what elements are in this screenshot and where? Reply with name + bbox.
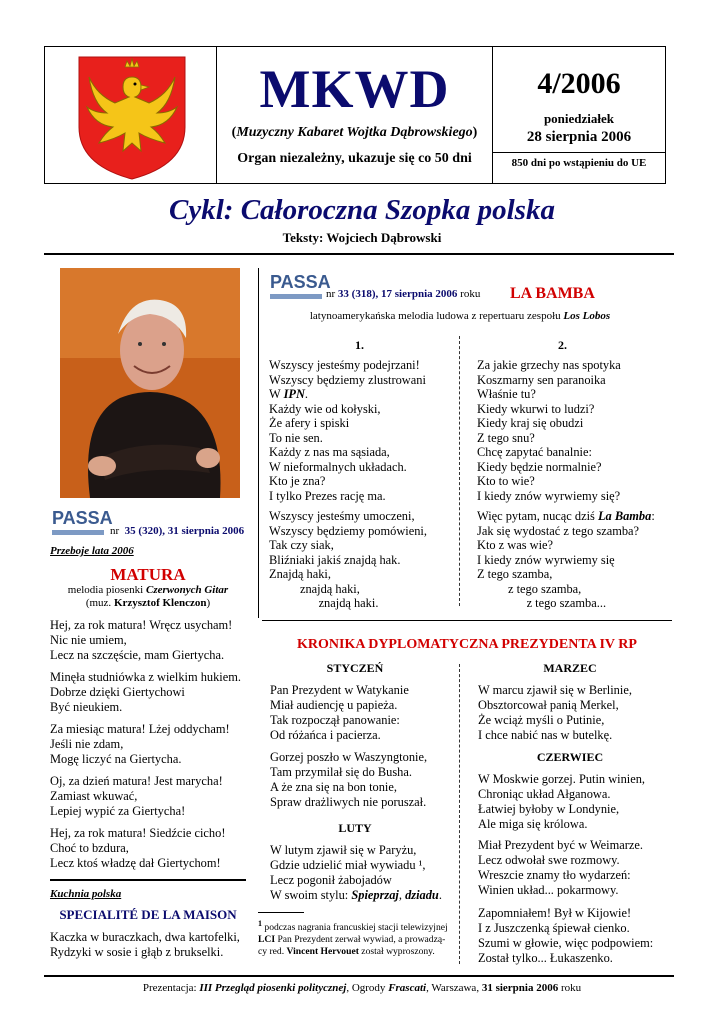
lyric-line: W nieformalnych układach.: [269, 459, 407, 474]
headline-title: Cykl: Całoroczna Szopka polska: [169, 194, 555, 226]
lyric-line: Łatwiej byłoby w Londynie,: [478, 802, 620, 816]
days-since-eu: 850 dni po wstąpieniu do UE: [511, 157, 647, 169]
lyric-line: z tego szamba,: [477, 581, 582, 596]
lyric-line: Chroniąc układ Ałganowa.: [478, 787, 611, 801]
lyric-line: Znajdą haki,: [269, 567, 331, 581]
subtitle-name: Muzyczny Kabaret Wojtka Dąbrowskiego: [236, 125, 473, 140]
lyric-line: Z tego snu?: [477, 430, 535, 445]
lyric-line: Koszmarny sen paranoika: [477, 372, 606, 387]
coat-of-arms-icon: [45, 47, 217, 183]
headline-subtitle: Teksty: Wojciech Dąbrowski: [282, 230, 442, 245]
footnote-line1: [258, 918, 458, 934]
lyric-line: Oj, za dzień matura! Jest marycha!: [50, 774, 223, 788]
passa-logo-icon: [270, 272, 331, 300]
masthead: [44, 46, 666, 184]
lyric-line: Że wciąż myśli o Putinie,: [478, 713, 605, 727]
lyric-line: Tam przymilał się do Busha.: [270, 765, 412, 779]
lyric-line: I tylko Prezes rację ma.: [269, 488, 386, 503]
lyric-line: Jak się wydostać z tego szamba?: [477, 523, 640, 538]
month-luty: LUTY: [338, 821, 372, 835]
bamba-rule: [262, 620, 672, 621]
lyric-line: W lutym zjawił się w Paryżu,: [270, 843, 417, 857]
lyric-line: Za jakie grzechy nas spotyka: [477, 358, 621, 372]
lyric-line: W swoim stylu: Spieprzaj, dziadu.: [270, 888, 442, 902]
lyric-line: Każdy z nas ma sąsiada,: [269, 445, 390, 459]
left-passa-logo: [52, 508, 113, 541]
matura-melody-name: Czerwonych Gitar: [146, 584, 229, 596]
section-przeboje: Przeboje lata 2006: [50, 545, 134, 557]
lyric-line: Rydzyki w sosie i głąb z brukselki.: [50, 945, 224, 959]
passa-logo-text: PASSA: [270, 272, 331, 292]
lyric-line: Hej, za rok matura! Wręcz usycham!: [50, 618, 233, 632]
newsletter-subtitle: [217, 125, 492, 141]
styczen-stanza2: [270, 750, 427, 810]
organ-line: Organ niezależny, ukazuje się co 50 dni: [237, 151, 472, 166]
section-kuchnia: Kuchnia polska: [50, 888, 122, 900]
footnote-text2: Pan Prezydent zerwał wywiad, a prowadzą-: [275, 934, 446, 946]
bamba-col1-stanza1: [269, 358, 426, 503]
lyric-line: Szumi w głowie, więc podpowiem:: [478, 936, 654, 950]
lyric-line: Wszyscy będziemy pomówieni,: [269, 523, 427, 538]
passa-logo-bar: [270, 294, 322, 299]
month-marzec: MARZEC: [543, 661, 597, 675]
bamba-col1-number: 1.: [355, 338, 364, 352]
footer-mid2: , Warszawa,: [426, 982, 482, 994]
month-czerwiec: CZERWIEC: [536, 750, 604, 764]
top-rule: [44, 253, 674, 255]
bamba-nr-prefix: nr: [326, 288, 338, 300]
lyric-line: Od różańca i pacierza.: [270, 728, 381, 742]
lyric-line: Choć to bzdura,: [50, 841, 129, 855]
footnote-line3: [258, 946, 458, 958]
matura-stanza: [50, 670, 250, 715]
lyric-line: Winien układ... pokarmowy.: [478, 883, 619, 897]
bamba-col2-number: 2.: [558, 338, 567, 352]
lyric-line: Za miesiąc matura! Lżej oddycham!: [50, 722, 230, 736]
specialite-lyrics: [50, 930, 250, 960]
bamba-issue-ref: [326, 288, 480, 300]
footer-suffix: roku: [558, 982, 582, 994]
lyric-line: Wszyscy jesteśmy podejrzani!: [269, 358, 420, 372]
masthead-center: [217, 47, 493, 183]
lyric-line: Tak czy siak,: [269, 538, 334, 552]
lyric-line: Lecz na szczęście, mam Giertycha.: [50, 648, 225, 662]
issue-weekday: poniedziałek: [543, 111, 615, 126]
bamba-nr-text: 33 (318), 17 sierpnia 2006: [337, 288, 458, 300]
left-nr-label: nr: [110, 525, 120, 537]
lyric-line: Dobrze dzięki Giertychowi: [50, 685, 185, 699]
lyric-line: Chcę zapytać banalnie:: [477, 445, 592, 459]
lyric-line: Miał Prezydent być w Weimarze.: [478, 838, 643, 852]
lyric-line: znajdą haki.: [269, 596, 379, 610]
lyric-line: Został tylko... Łukaszenko.: [478, 951, 613, 965]
kronika-title: KRONIKA DYPLOMATYCZNA PREZYDENTA IV RP: [297, 637, 637, 652]
lyric-line: Spraw drażliwych nie poruszał.: [270, 795, 427, 809]
lyric-line: Minęła studniówka z wielkim hukiem.: [50, 670, 241, 684]
lyric-line: Kiedy będzie normalnie?: [477, 459, 602, 474]
footnote: [258, 918, 458, 958]
lyric-line: Zamiast wkuwać,: [50, 789, 138, 803]
lyric-line: Tak rozpoczął panowanie:: [270, 713, 400, 727]
matura-stanza: [50, 774, 250, 819]
matura-stanza: [50, 722, 250, 767]
song-title-matura: MATURA: [110, 565, 186, 584]
bamba-col2-stanza2: [477, 509, 655, 611]
lyric-line: Lecz pogonił żabojadów: [270, 873, 392, 887]
czerwiec-stanza3: [478, 906, 653, 966]
passa-logo-icon: [52, 508, 113, 536]
lyric-line: W marcu zjawił się w Berlinie,: [478, 683, 632, 697]
matura-composer: [50, 597, 246, 609]
bottom-rule: [44, 975, 674, 977]
bamba-melody: [260, 310, 660, 322]
bamba-col1-stanza2: [269, 509, 427, 611]
lyric-line: Kaczka w buraczkach, dwa kartofelki,: [50, 930, 240, 944]
lyric-line: I z Juszczenką śpiewał cienko.: [478, 921, 630, 935]
muz-suffix: ): [206, 597, 211, 609]
lyric-line: A że zna się na bon tonie,: [270, 780, 397, 794]
lyric-line: Gdzie udzielić miał wywiadu ¹,: [270, 858, 426, 872]
lyric-line: Hej, za rok matura! Siedźcie cicho!: [50, 826, 226, 840]
footnote-rule: [258, 912, 304, 913]
song-title-la-bamba: LA BAMBA: [510, 285, 595, 302]
author-photo: [60, 268, 240, 498]
lyric-line: Więc pytam, nucąc dziś La Bamba:: [477, 509, 655, 523]
footnote-text3b: został wyproszony.: [358, 946, 435, 958]
bamba-melody-name: Los Lobos: [563, 310, 611, 322]
column-divider: [258, 268, 259, 618]
lyric-line: Lecz ktoś władzę dał Giertychom!: [50, 856, 221, 870]
coat-of-arms: [45, 47, 217, 183]
lyric-line: To nie sen.: [269, 430, 323, 445]
lyric-line: Wszyscy będziemy zlustrowani: [269, 372, 426, 387]
muz-prefix: (muz.: [85, 597, 114, 609]
footnote-line2: [258, 934, 458, 946]
lyric-line: Kto to wie?: [477, 474, 535, 488]
masthead-issue: [493, 47, 665, 183]
lyric-line: Że afery i spiski: [269, 416, 350, 430]
lyric-line: znajdą haki,: [269, 581, 360, 596]
specialite-title: SPECIALITÉ DE LA MAISON: [59, 907, 237, 922]
issue-number: 4/2006: [537, 67, 621, 100]
czerwiec-stanza1: [478, 772, 645, 832]
subtitle-paren-open: (: [231, 125, 237, 140]
footer-mid1: , Ogrody: [346, 982, 389, 994]
footer-place: Frascati: [388, 982, 427, 994]
lyric-line: I chce nabić nas w butelkę.: [478, 728, 613, 742]
lyric-line: Kiedy wkurwi to ludzi?: [477, 401, 595, 416]
lyric-line: Zapomniałem! Był w Kijowie!: [478, 906, 632, 920]
lyric-line: Być nieukiem.: [50, 700, 123, 714]
issue-divider: [493, 152, 665, 153]
bamba-column-divider: [459, 336, 460, 606]
left-rule: [50, 879, 246, 881]
newsletter-title: MKWD: [259, 59, 450, 119]
footer-event: III Przegląd piosenki politycznej: [199, 982, 347, 994]
lyric-line: Mogę liczyć na Giertycha.: [50, 752, 182, 766]
footnote-name: Vincent Hervouet: [286, 946, 359, 958]
matura-stanza: [50, 618, 250, 663]
footnote-text3a: cy red.: [258, 946, 287, 958]
month-styczen: STYCZEŃ: [326, 661, 384, 675]
portrait-image: [60, 268, 240, 498]
lyric-line: W IPN.: [269, 387, 309, 401]
matura-melody-prefix: melodia piosenki: [67, 584, 146, 596]
luty-stanza: [270, 843, 442, 903]
footnote-number: 1: [258, 919, 262, 928]
lyric-line: Obsztorcował panią Merkel,: [478, 698, 619, 712]
footer-date: 31 sierpnia 2006: [481, 982, 559, 994]
lyric-line: Jeśli nie zdam,: [50, 737, 124, 751]
marzec-stanza: [478, 683, 632, 743]
left-nr-text: 35 (320), 31 sierpnia 2006: [124, 525, 245, 537]
lyric-line: W Moskwie gorzej. Putin winien,: [478, 772, 646, 786]
lyric-line: Właśnie tu?: [477, 387, 536, 401]
left-issue-ref: [110, 525, 244, 537]
czerwiec-stanza2: [478, 838, 643, 898]
lyric-line: z tego szamba...: [477, 596, 607, 610]
footnote-text1: podczas nagrania francuskiej stacji telewizyjnej: [262, 922, 448, 934]
lyric-line: Z tego szamba,: [477, 567, 553, 581]
bamba-col2-stanza1: [477, 358, 621, 503]
footnote-lci: LCI: [258, 934, 276, 946]
lyric-line: Lepiej wypić za Giertycha!: [50, 804, 186, 818]
footer-prefix: Prezentacja:: [142, 982, 200, 994]
lyric-line: Pan Prezydent w Watykanie: [270, 683, 409, 697]
lyric-line: Wreszcie znamy tło wydarzeń:: [478, 868, 631, 882]
bamba-melody-prefix: latynoamerykańska melodia ludowa z repertuaru zespołu: [309, 310, 564, 322]
passa-logo-text: PASSA: [52, 508, 113, 528]
lyric-line: Ale miga się królowa.: [478, 817, 588, 831]
lyric-line: Wszyscy jesteśmy umoczeni,: [269, 509, 415, 523]
lyric-line: Kiedy kraj się obudzi: [477, 416, 584, 430]
lyric-line: Każdy wie od kołyski,: [269, 401, 381, 416]
kronika-column-divider: [459, 664, 460, 964]
lyric-line: Lecz odwołał swe rozmowy.: [478, 853, 620, 867]
lyric-line: Bliźniaki jakiś znajdą hak.: [269, 552, 401, 567]
matura-melody: [50, 584, 246, 596]
lyric-line: Gorzej poszło w Waszyngtonie,: [270, 750, 428, 764]
muz-name: Krzysztof Klenczon: [113, 597, 207, 609]
subtitle-paren-close: ): [472, 125, 478, 140]
lyric-line: I kiedy znów wyrwiemy się?: [477, 488, 621, 503]
lyric-line: Kto z was wie?: [477, 538, 554, 552]
right-passa-logo: [270, 272, 331, 305]
lyric-line: Kto je zna?: [269, 474, 326, 488]
lyric-line: Miał audiencję u papieża.: [270, 698, 398, 712]
lyric-line: Nic nie umiem,: [50, 633, 127, 647]
bamba-nr-suffix: roku: [457, 288, 481, 300]
footer: [0, 982, 724, 994]
styczen-stanza1: [270, 683, 409, 743]
lyric-line: I kiedy znów wyrwiemy się: [477, 552, 615, 567]
issue-date: 28 sierpnia 2006: [526, 129, 632, 145]
matura-stanza: [50, 826, 250, 871]
passa-logo-bar: [52, 530, 104, 535]
